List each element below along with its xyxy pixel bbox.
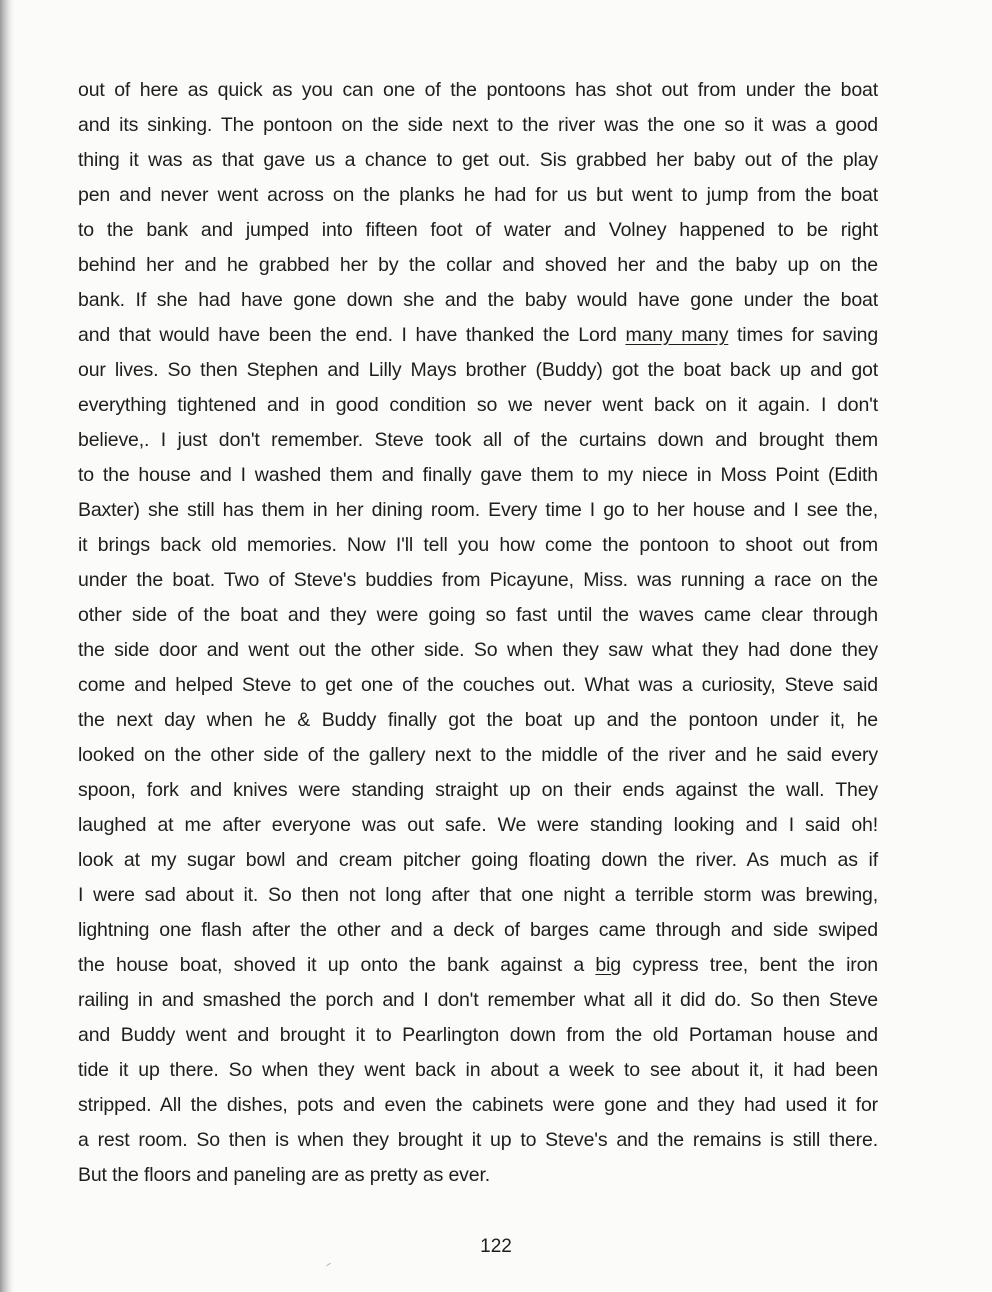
text-line: everything tightened and in good condition so we never went back on it again. I don't	[78, 394, 878, 416]
text-line: bank. If she had have gone down she and the baby would have gone under the boat	[78, 289, 878, 311]
text-line: to the bank and jumped into fifteen foot of water and Volney happened to be right	[78, 219, 878, 241]
text-segment: cypress tree, bent the iron	[620, 954, 878, 976]
underlined-text: big	[595, 954, 621, 976]
text-line: the side door and went out the other side. So when they saw what they had done they	[78, 639, 878, 661]
text-line: the next day when he & Buddy finally got the boat up and the pontoon under it, he	[78, 709, 878, 731]
body-paragraph	[78, 73, 878, 1193]
page-number: 122	[480, 1236, 512, 1257]
text-line: come and helped Steve to get one of the couches out. What was a curiosity, Steve said	[78, 674, 878, 696]
text-line: thing it was as that gave us a chance to get out. Sis grabbed her baby out of the play	[78, 149, 878, 171]
scan-speck	[326, 1263, 331, 1267]
text-line: other side of the boat and they were going so fast until the waves came clear through	[78, 604, 878, 626]
text-line: under the boat. Two of Steve's buddies from Picayune, Miss. was running a race on the	[78, 569, 878, 591]
text-line: spoon, fork and knives were standing straight up on their ends against the wall. They	[78, 779, 878, 801]
text-line: and its sinking. The pontoon on the side next to the river was the one so it was a good	[78, 114, 878, 136]
text-line: pen and never went across on the planks he had for us but went to jump from the boat	[78, 184, 878, 206]
text-line: our lives. So then Stephen and Lilly Mays brother (Buddy) got the boat back up and got	[78, 359, 878, 381]
text-line: out of here as quick as you can one of the pontoons has shot out from under the boat	[78, 79, 878, 101]
text-line: Baxter) she still has them in her dining room. Every time I go to her house and I see the,	[78, 499, 878, 521]
text-line: I were sad about it. So then not long after that one night a terrible storm was brewing,	[78, 884, 878, 906]
text-line: tide it up there. So when they went back in about a week to see about it, it had been	[78, 1059, 878, 1081]
text-line-with-underline	[78, 948, 878, 983]
text-line: and Buddy went and brought it to Pearlington down from the old Portaman house and	[78, 1024, 878, 1046]
text-line: look at my sugar bowl and cream pitcher going floating down the river. As much as if	[78, 849, 878, 871]
binding-shadow	[0, 0, 14, 1292]
text-line: But the floors and paneling are as pretty as ever.	[78, 1164, 491, 1186]
text-line: a rest room. So then is when they brought it up to Steve's and the remains is still there.	[78, 1129, 878, 1151]
text-line-with-underline	[78, 318, 878, 353]
text-line: lightning one flash after the other and a deck of barges came through and side swiped	[78, 919, 878, 941]
text-line: railing in and smashed the porch and I don't remember what all it did do. So then Steve	[78, 989, 878, 1011]
text-line: to the house and I washed them and finally gave them to my niece in Moss Point (Edith	[78, 464, 878, 486]
text-segment: the house boat, shoved it up onto the bank against a	[78, 954, 596, 976]
underlined-text: many many	[625, 324, 729, 346]
text-segment: times for saving	[728, 324, 879, 346]
text-line: laughed at me after everyone was out safe. We were standing looking and I said oh!	[78, 814, 878, 836]
text-line: stripped. All the dishes, pots and even the cabinets were gone and they had used it for	[78, 1094, 878, 1116]
text-line: believe,. I just don't remember. Steve took all of the curtains down and brought them	[78, 429, 878, 451]
text-line: looked on the other side of the gallery next to the middle of the river and he said every	[78, 744, 878, 766]
text-line: it brings back old memories. Now I'll tell you how come the pontoon to shoot out from	[78, 534, 878, 556]
text-segment: and that would have been the end. I have thanked the Lord	[78, 324, 626, 346]
text-line: behind her and he grabbed her by the collar and shoved her and the baby up on the	[78, 254, 878, 276]
